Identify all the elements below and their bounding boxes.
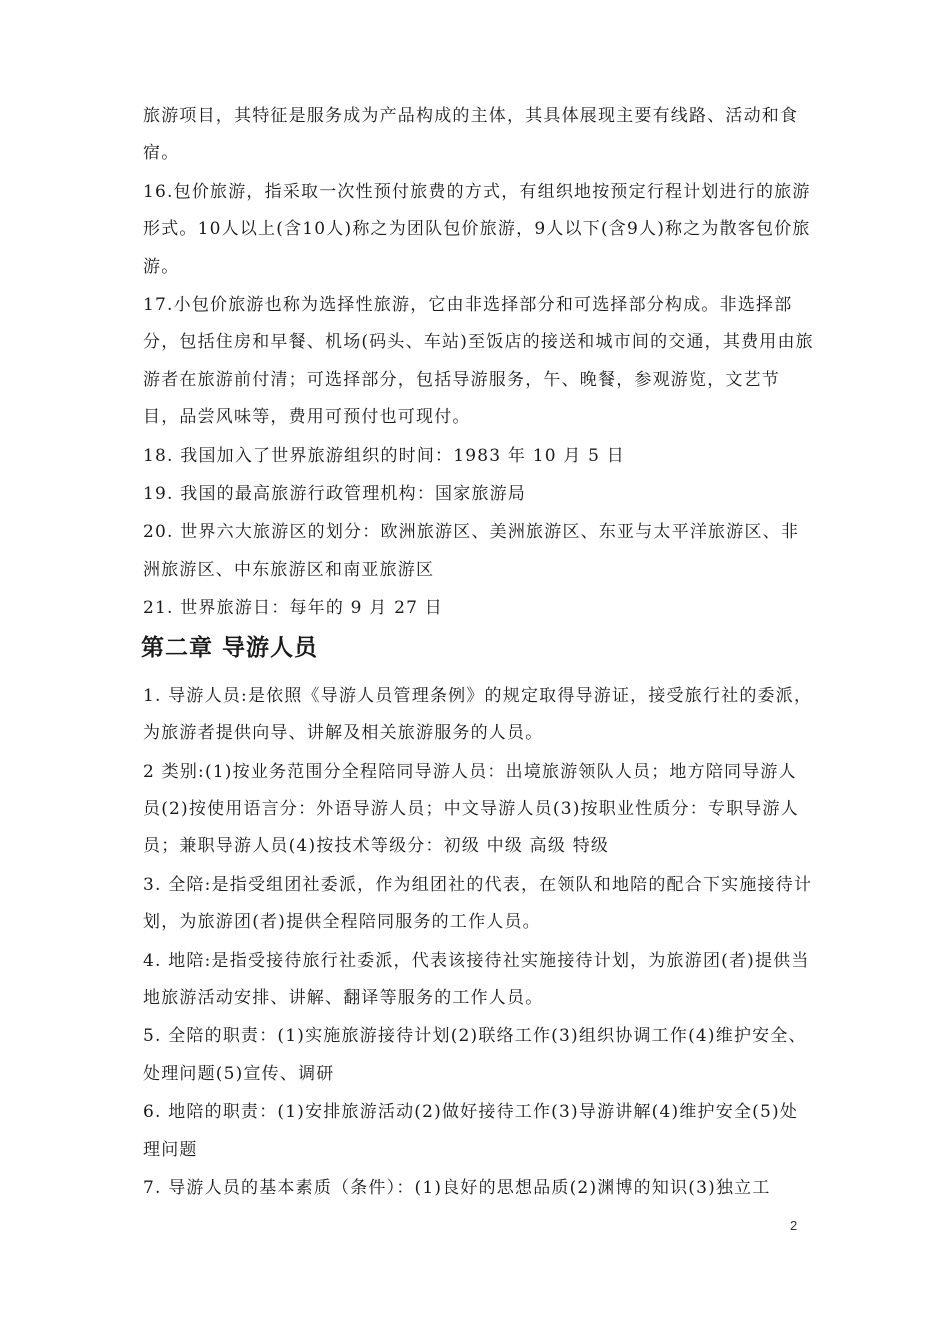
page-content xyxy=(143,98,815,1208)
paragraph: 6. 地陪的职责：(1)安排旅游活动(2)做好接待工作(3)导游讲解(4)维护安全(5)处理问题 xyxy=(143,1102,799,1160)
paragraph: 18. 我国加入了世界旅游组织的时间：1983 年 10 月 5 日 xyxy=(143,445,625,466)
paragraph: 2 类别:(1)按业务范围分全程陪同导游人员：出境旅游领队人员；地方陪同导游人员(2)按使用语言分：外语导游人员；中文导游人员(3)按职业性质分：专职导游人员；兼职导游人员(4)按技术等级分：初级 中级 高级 特级 xyxy=(143,761,799,857)
paragraph: 7. 导游人员的基本素质（条件）：(1)良好的思想品质(2)渊博的知识(3)独立工 xyxy=(143,1177,771,1198)
paragraph: 19. 我国的最高旅游行政管理机构：国家旅游局 xyxy=(143,484,527,505)
paragraph: 旅游项目，其特征是服务成为产品构成的主体，其具体展现主要有线路、活动和食宿。 xyxy=(143,106,799,164)
paragraph: 16.包价旅游，指采取一次性预付旅费的方式，有组织地按预定行程计划进行的旅游形式。10人以上(含10人)称之为团队包价旅游，9人以下(含9人)称之为散客包价旅游。 xyxy=(143,181,811,277)
paragraph: 20. 世界六大旅游区的划分：欧洲旅游区、美洲旅游区、东亚与太平洋旅游区、非洲旅游区、中东旅游区和南亚旅游区 xyxy=(143,522,800,580)
chapter-title: 第二章 导游人员 xyxy=(141,634,319,661)
paragraph: 5. 全陪的职责：(1)实施旅游接待计划(2)联络工作(3)组织协调工作(4)维护安全、处理问题(5)宣传、调研 xyxy=(143,1026,807,1084)
paragraph: 1. 导游人员:是依照《导游人员管理条例》的规定取得导游证，接受旅行社的委派，为旅游者提供向导、讲解及相关旅游服务的人员。 xyxy=(143,685,813,744)
paragraph: 4. 地陪:是指受接待旅行社委派，代表该接待社实施接待计划，为旅游团(者)提供当地旅游活动安排、讲解、翻译等服务的工作人员。 xyxy=(143,950,810,1008)
paragraph: 3. 全陪:是指受组团社委派，作为组团社的代表，在领队和地陪的配合下实施接待计划，为旅游团(者)提供全程陪同服务的工作人员。 xyxy=(143,874,813,933)
paragraph: 17.小包价旅游也称为选择性旅游，它由非选择部分和可选择部分构成。非选择部分，包括住房和早餐、机场(码头、车站)至饭店的接送和城市间的交通，其费用由旅游者在旅游前付清；可选择部分，包括导游服务，午、晚餐，参观游览，文艺节目，品尝风味等，费用可预付也可现付。 xyxy=(143,295,814,428)
page-number: 2 xyxy=(790,1218,798,1233)
paragraph: 21. 世界旅游日：每年的 9 月 27 日 xyxy=(143,598,443,619)
